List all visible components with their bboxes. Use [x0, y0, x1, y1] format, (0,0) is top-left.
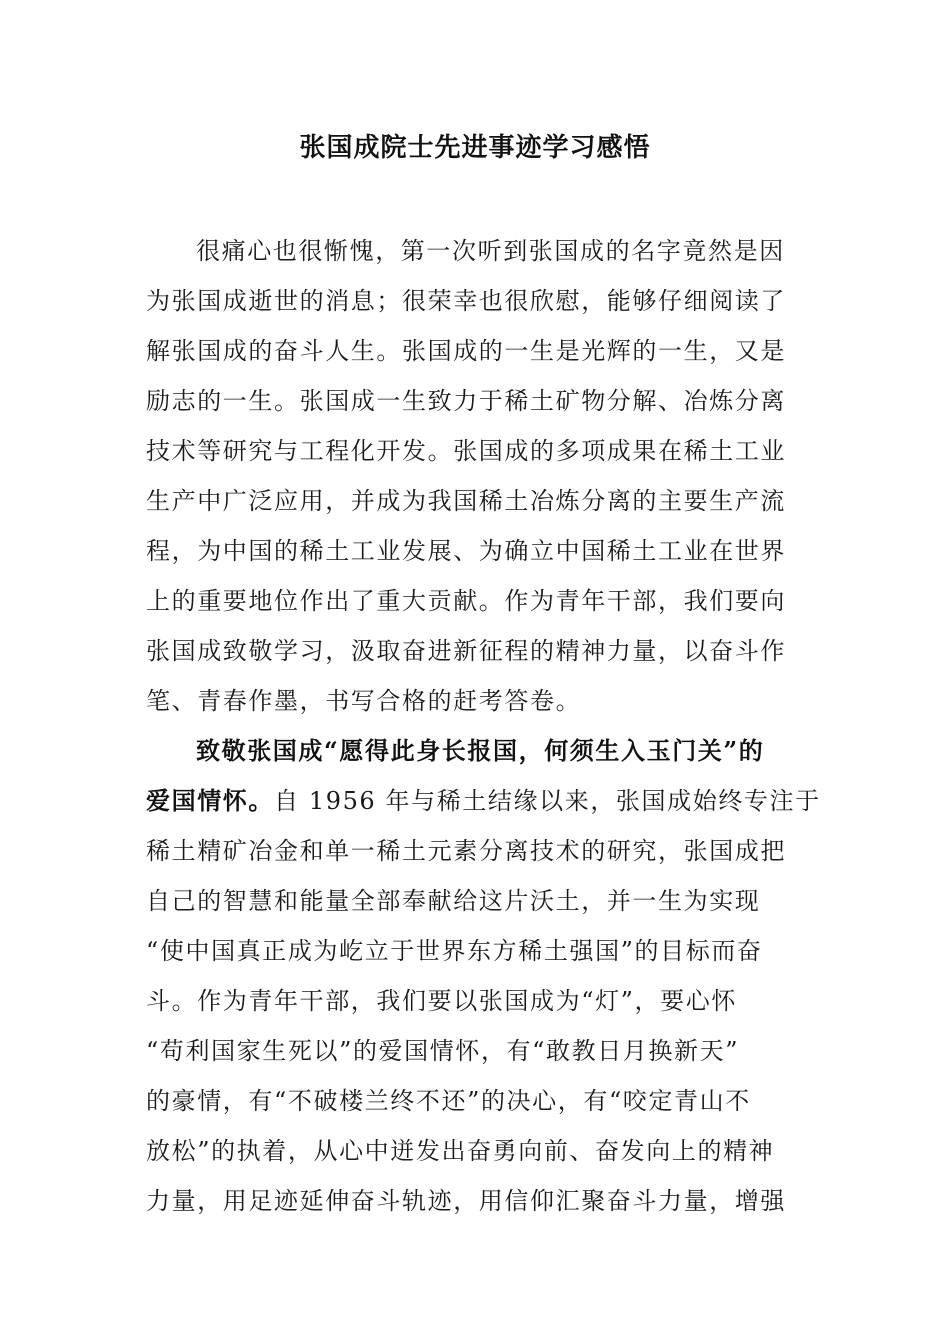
paragraph2-text: 自 1956 年与稀土结缘以来，张国成始终专注于	[274, 787, 821, 815]
paragraph1-line: 为张国成逝世的消息；很荣幸也很欣慰，能够仔细阅读了	[146, 287, 786, 315]
paragraph2-line: 的豪情，有“不破楼兰终不还”的决心，有“咬定青山不	[146, 1087, 751, 1115]
paragraph2-line: 力量，用足迹延伸奋斗轨迹，用信仰汇聚奋斗力量，增强	[146, 1187, 786, 1215]
paragraph1-line: 励志的一生。张国成一生致力于稀土矿物分解、冶炼分离	[146, 387, 786, 415]
paragraph1-line: 技术等研究与工程化开发。张国成的多项成果在稀土工业	[146, 437, 786, 465]
paragraph2-line	[146, 776, 821, 826]
paragraph2-heading-end: 爱国情怀。	[146, 786, 274, 815]
document-title: 张国成院士先进事迹学习感悟	[299, 133, 651, 163]
paragraph1-line: 张国成致敬学习，汲取奋进新征程的精神力量，以奋斗作	[146, 637, 786, 665]
paragraph2-line: “使中国真正成为屹立于世界东方稀土强国”的目标而奋	[146, 937, 763, 965]
paragraph2-line: “苟利国家生死以”的爱国情怀，有“敢教日月换新天”	[146, 1037, 740, 1065]
paragraph2-heading: 致敬张国成“愿得此身长报国，何须生入玉门关”的	[196, 736, 765, 765]
paragraph1-line: 笔、青春作墨，书写合格的赶考答卷。	[146, 687, 582, 715]
paragraph2-line: 放松”的执着，从心中迸发出奋勇向前、奋发向上的精神	[146, 1137, 775, 1165]
paragraph1-line: 生产中广泛应用，并成为我国稀土冶炼分离的主要生产流	[146, 487, 786, 515]
paragraph1-line: 很痛心也很惭愧，第一次听到张国成的名字竟然是因	[196, 237, 785, 265]
paragraph1-line: 程，为中国的稀土工业发展、为确立中国稀土工业在世界	[146, 537, 786, 565]
paragraph1-line: 上的重要地位作出了重大贡献。作为青年干部，我们要向	[146, 587, 786, 615]
paragraph2-line: 自己的智慧和能量全部奉献给这片沃土，并一生为实现	[146, 887, 761, 915]
paragraph2-line: 稀土精矿冶金和单一稀土元素分离技术的研究，张国成把	[146, 837, 786, 865]
paragraph2-line: 斗。作为青年干部，我们要以张国成为“灯”，要心怀	[146, 987, 737, 1015]
paragraph1-line: 解张国成的奋斗人生。张国成的一生是光辉的一生，又是	[146, 337, 786, 365]
document-body	[146, 226, 821, 1226]
